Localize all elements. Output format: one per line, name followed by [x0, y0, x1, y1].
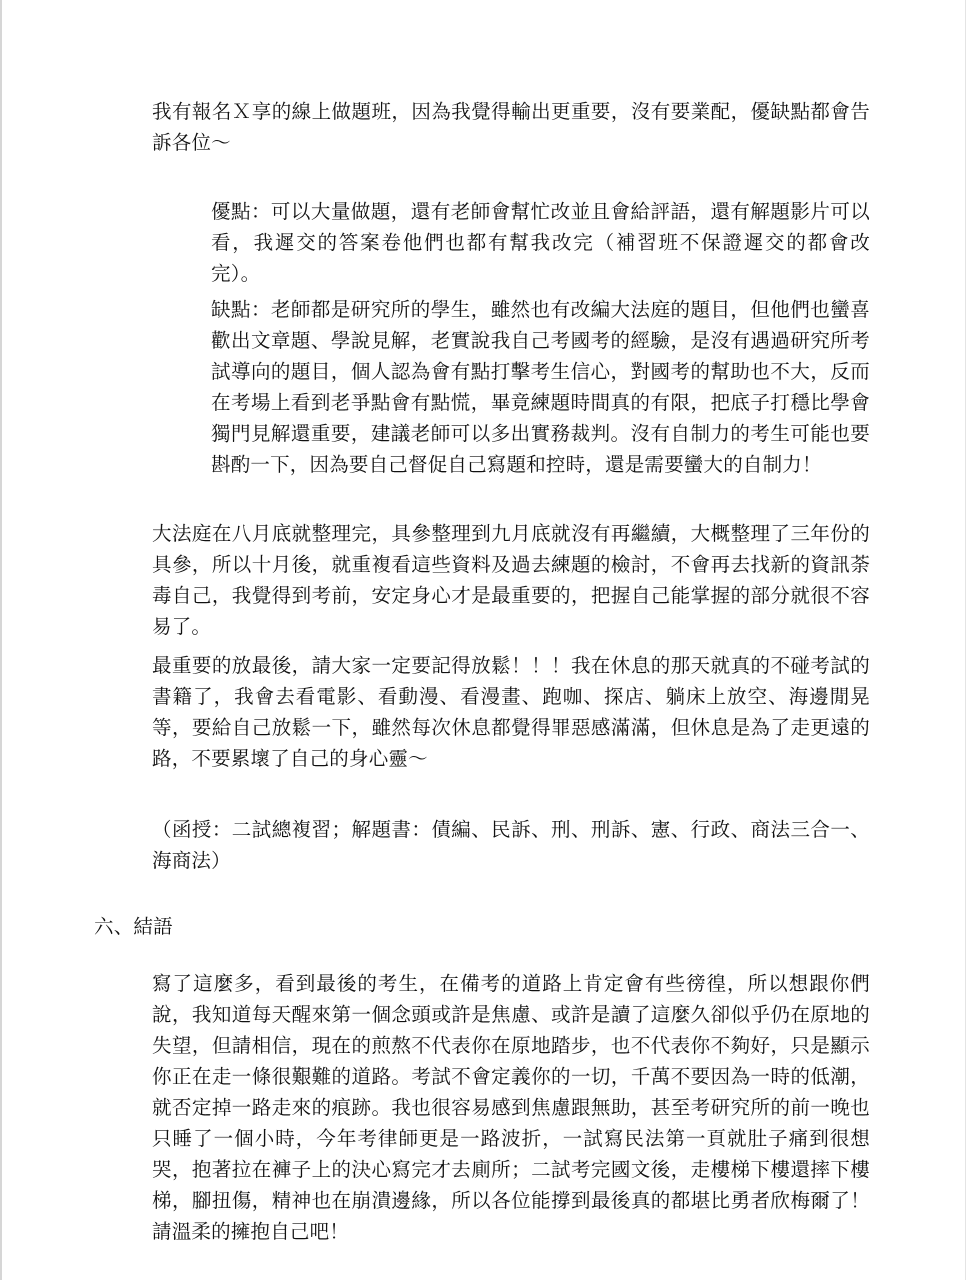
- paragraph-course-intro: 我有報名Ｘ享的線上做題班，因為我覺得輸出更重要，沒有要業配，優缺點都會告訴各位～: [152, 100, 870, 154]
- paragraph-relax-advice: 最重要的放最後，請大家一定要記得放鬆！！！我在休息的那天就真的不碰考試的書籍了，我會去看電影、看動漫、看漫畫、跑咖、探店、躺床上放空、海邊閒晃等，要給自己放鬆一下，雖然每次休息都覺得罪惡感滿滿，但休息是為了走更遠的路，不要累壞了自己的身心靈～: [152, 654, 870, 770]
- section-heading-conclusion: 六、結語: [94, 915, 173, 938]
- page-left-edge: [0, 0, 2, 1280]
- paragraph-materials: （函授：二試總複習；解題書：債編、民訴、刑、刑訴、憲、行政、商法三合一、海商法）: [152, 818, 870, 872]
- paragraph-review-plan: 大法庭在八月底就整理完，具參整理到九月底就沒有再繼續，大概整理了三年份的具參，所以十月後，就重複看這些資料及過去練題的檢討，不會再去找新的資訊荼毒自己，我覺得到考前，安定身心才是最重要的，把握自己能掌握的部分就很不容易了。: [152, 522, 870, 638]
- paragraph-conclusion: 寫了這麼多，看到最後的考生，在備考的道路上肯定會有些徬徨，所以想跟你們說，我知道每天醒來第一個念頭或許是焦慮、或許是讀了這麼久卻似乎仍在原地的失望，但請相信，現在的煎熬不代表你在原地踏步，也不代表你不夠好，只是顯示你正在走一條很艱難的道路。考試不會定義你的一切，千萬不要因為一時的低潮，就否定掉一路走來的痕跡。我也很容易感到焦慮跟無助，甚至考研究所的前一晚也只睡了一個小時，今年考律師更是一路波折，一試寫民法第一頁就肚子痛到很想哭，抱著拉在褲子上的決心寫完才去廁所；二試考完國文後，走樓梯下樓還摔下樓梯，腳扭傷，精神也在崩潰邊緣，所以各位能撐到最後真的都堪比勇者欣梅爾了！請溫柔的擁抱自己吧！: [152, 972, 870, 1243]
- paragraph-cons: 缺點：老師都是研究所的學生，雖然也有改編大法庭的題目，但他們也蠻喜歡出文章題、學說見解，老實說我自己考國考的經驗，是沒有遇過研究所考試導向的題目，個人認為會有點打擊考生信心，對國考的幫助也不大，反而在考場上看到老爭點會有點慌，畢竟練題時間真的有限，把底子打穩比學會獨門見解還重要，建議老師可以多出實務裁判。沒有自制力的考生可能也要斟酌一下，因為要自己督促自己寫題和控時，還是需要蠻大的自制力！: [211, 298, 870, 476]
- paragraph-pros: 優點：可以大量做題，還有老師會幫忙改並且會給評語，還有解題影片可以看，我遲交的答案卷他們也都有幫我改完（補習班不保證遲交的都會改完）。: [211, 200, 870, 285]
